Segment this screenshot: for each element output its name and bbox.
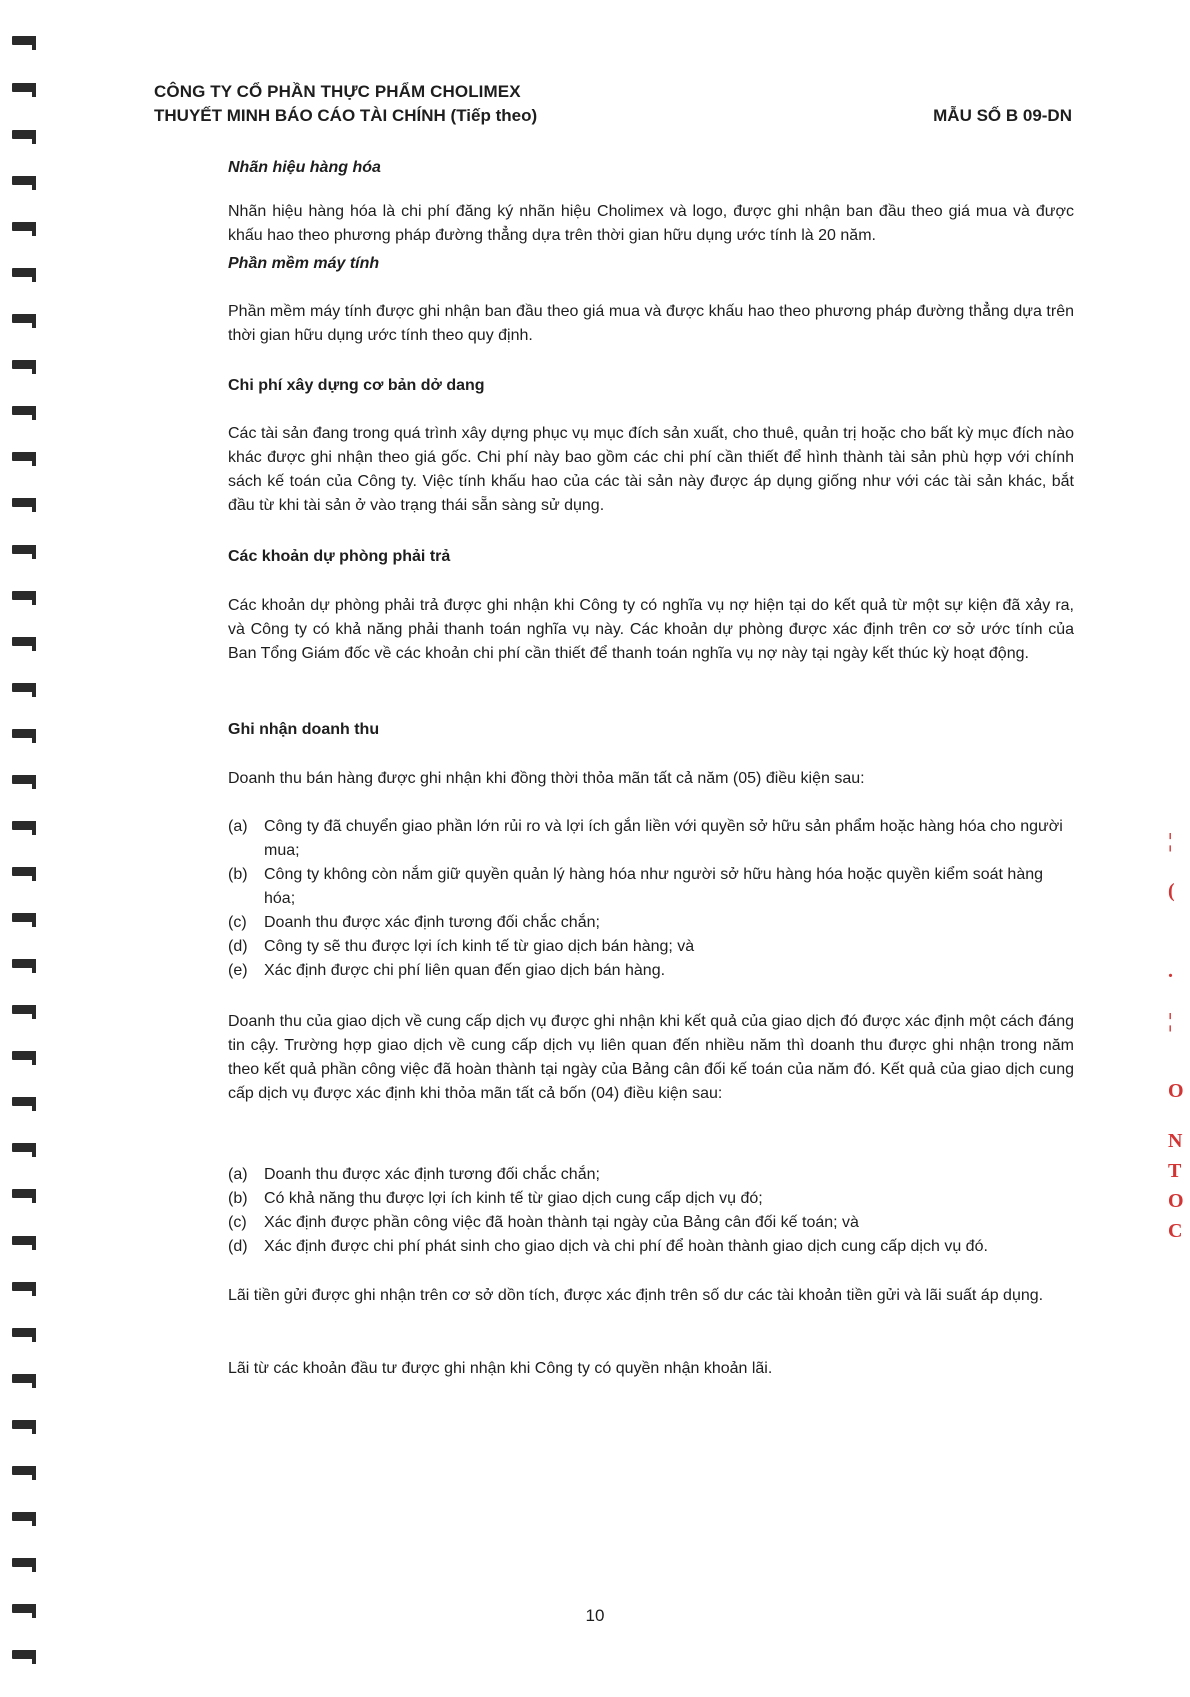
list-item — [228, 863, 1074, 911]
section-heading-construction: Chi phí xây dựng cơ bản dở dang — [228, 377, 485, 394]
section-body-construction: Các tài sản đang trong quá trình xây dựng phục vụ mục đích sản xuất, cho thuê, quản trị hoặc cho bất kỳ mục đích nào khác được ghi nhận theo giá gốc. Chi phí này bao gồm các chi phí cần thiết để hình thành tài sản phù hợp với chính sách kế toán của Công ty. Việc tính khấu hao của các tài sản này được áp dụng giống như với các tài sản khác, bắt đầu từ khi tài sản ở vào trạng thái sẵn sàng sử dụng. — [228, 425, 1074, 514]
list-text: Doanh thu được xác định tương đối chắc chắn; — [264, 1166, 600, 1183]
list-text: Công ty đã chuyển giao phần lớn rủi ro và lợi ích gắn liền với quyền sở hữu sản phẩm hoặc hàng hóa cho người mua; — [264, 818, 1063, 859]
list-text: Công ty không còn nắm giữ quyền quản lý hàng hóa như người sở hữu hàng hóa hoặc quyền kiểm soát hàng hóa; — [264, 866, 1044, 907]
list-marker: (d) — [228, 1238, 248, 1255]
section-body-provisions: Các khoản dự phòng phải trả được ghi nhận khi Công ty có nghĩa vụ nợ hiện tại do kết quả từ một sự kiện đã xảy ra, và Công ty có khả năng phải thanh toán nghĩa vụ này. Các khoản dự phòng được xác định trên cơ sở ước tính của Ban Tổng Giám đốc về các khoản chi phí cần thiết để thanh toán nghĩa vụ nợ này tại ngày kết thúc kỳ hoạt động. — [228, 597, 1074, 662]
list-item — [228, 1235, 1074, 1259]
document-header — [154, 82, 1072, 126]
company-name: CÔNG TY CỔ PHẦN THỰC PHẨM CHOLIMEX — [154, 82, 521, 101]
list-text: Công ty sẽ thu được lợi ích kinh tế từ giao dịch bán hàng; và — [264, 938, 695, 955]
list-marker: (b) — [228, 1190, 248, 1207]
list-marker: (b) — [228, 866, 248, 883]
list-text: Xác định được phần công việc đã hoàn thành tại ngày của Bảng cân đối kế toán; và — [264, 1214, 859, 1231]
goods-conditions-list — [228, 815, 1074, 983]
list-text: Doanh thu được xác định tương đối chắc chắn; — [264, 914, 600, 931]
section-heading-revenue: Ghi nhận doanh thu — [228, 721, 380, 738]
page-number: 10 — [585, 1606, 605, 1625]
services-intro: Doanh thu của giao dịch về cung cấp dịch vụ được ghi nhận khi kết quả của giao dịch đó được xác định một cách đáng tin cậy. Trường hợp giao dịch về cung cấp dịch vụ liên quan đến nhiều năm thì doanh thu được ghi nhận trong năm theo kết quả phần công việc đã hoàn thành tại ngày của Bảng cân đối kế toán của năm đó. Kết quả của giao dịch cung cấp dịch vụ được xác định khi thỏa mãn tất cả bốn (04) điều kiện sau: — [228, 1013, 1074, 1102]
stamp-fragment: ¦ ( . ¦ O N T O C — [1168, 830, 1184, 1242]
section-body-software: Phần mềm máy tính được ghi nhận ban đầu theo giá mua và được khấu hao theo phương pháp đường thẳng dựa trên thời gian hữu dụng ước tính theo quy định. — [228, 303, 1074, 344]
list-item — [228, 815, 1074, 863]
list-marker: (a) — [228, 818, 248, 835]
investment-interest: Lãi từ các khoản đầu tư được ghi nhận khi Công ty có quyền nhận khoản lãi. — [228, 1360, 773, 1377]
section-heading-trademark: Nhãn hiệu hàng hóa — [228, 159, 381, 176]
form-number: MẪU SỐ B 09-DN — [933, 106, 1072, 125]
list-text: Xác định được chi phí phát sinh cho giao dịch và chi phí để hoàn thành giao dịch cung cấp dịch vụ đó. — [264, 1238, 988, 1255]
list-item — [228, 1187, 1074, 1211]
service-conditions-list — [228, 1163, 1074, 1259]
list-item — [228, 1211, 1074, 1235]
list-marker: (e) — [228, 962, 248, 979]
list-text: Có khả năng thu được lợi ích kinh tế từ giao dịch cung cấp dịch vụ đó; — [264, 1190, 763, 1207]
list-marker: (c) — [228, 914, 247, 931]
list-item — [228, 959, 1074, 983]
deposit-interest: Lãi tiền gửi được ghi nhận trên cơ sở dồn tích, được xác định trên số dư các tài khoản tiền gửi và lãi suất áp dụng. — [228, 1287, 1044, 1304]
section-heading-provisions: Các khoản dự phòng phải trả — [228, 548, 451, 565]
list-marker: (d) — [228, 938, 248, 955]
list-item — [228, 935, 1074, 959]
list-text: Xác định được chi phí liên quan đến giao dịch bán hàng. — [264, 962, 666, 979]
report-title: THUYẾT MINH BÁO CÁO TÀI CHÍNH (Tiếp theo) — [154, 106, 538, 125]
binding-edge — [0, 0, 46, 1697]
list-marker: (a) — [228, 1166, 248, 1183]
revenue-intro: Doanh thu bán hàng được ghi nhận khi đồng thời thỏa mãn tất cả năm (05) điều kiện sau: — [228, 770, 865, 787]
section-heading-software: Phần mềm máy tính — [228, 255, 380, 272]
list-marker: (c) — [228, 1214, 247, 1231]
list-item — [228, 911, 1074, 935]
list-item — [228, 1163, 1074, 1187]
section-body-trademark: Nhãn hiệu hàng hóa là chi phí đăng ký nhãn hiệu Cholimex và logo, được ghi nhận ban đầu theo giá mua và được khấu hao theo phương pháp đường thẳng dựa trên thời gian hữu dụng ước tính là 20 năm. — [228, 203, 1074, 244]
